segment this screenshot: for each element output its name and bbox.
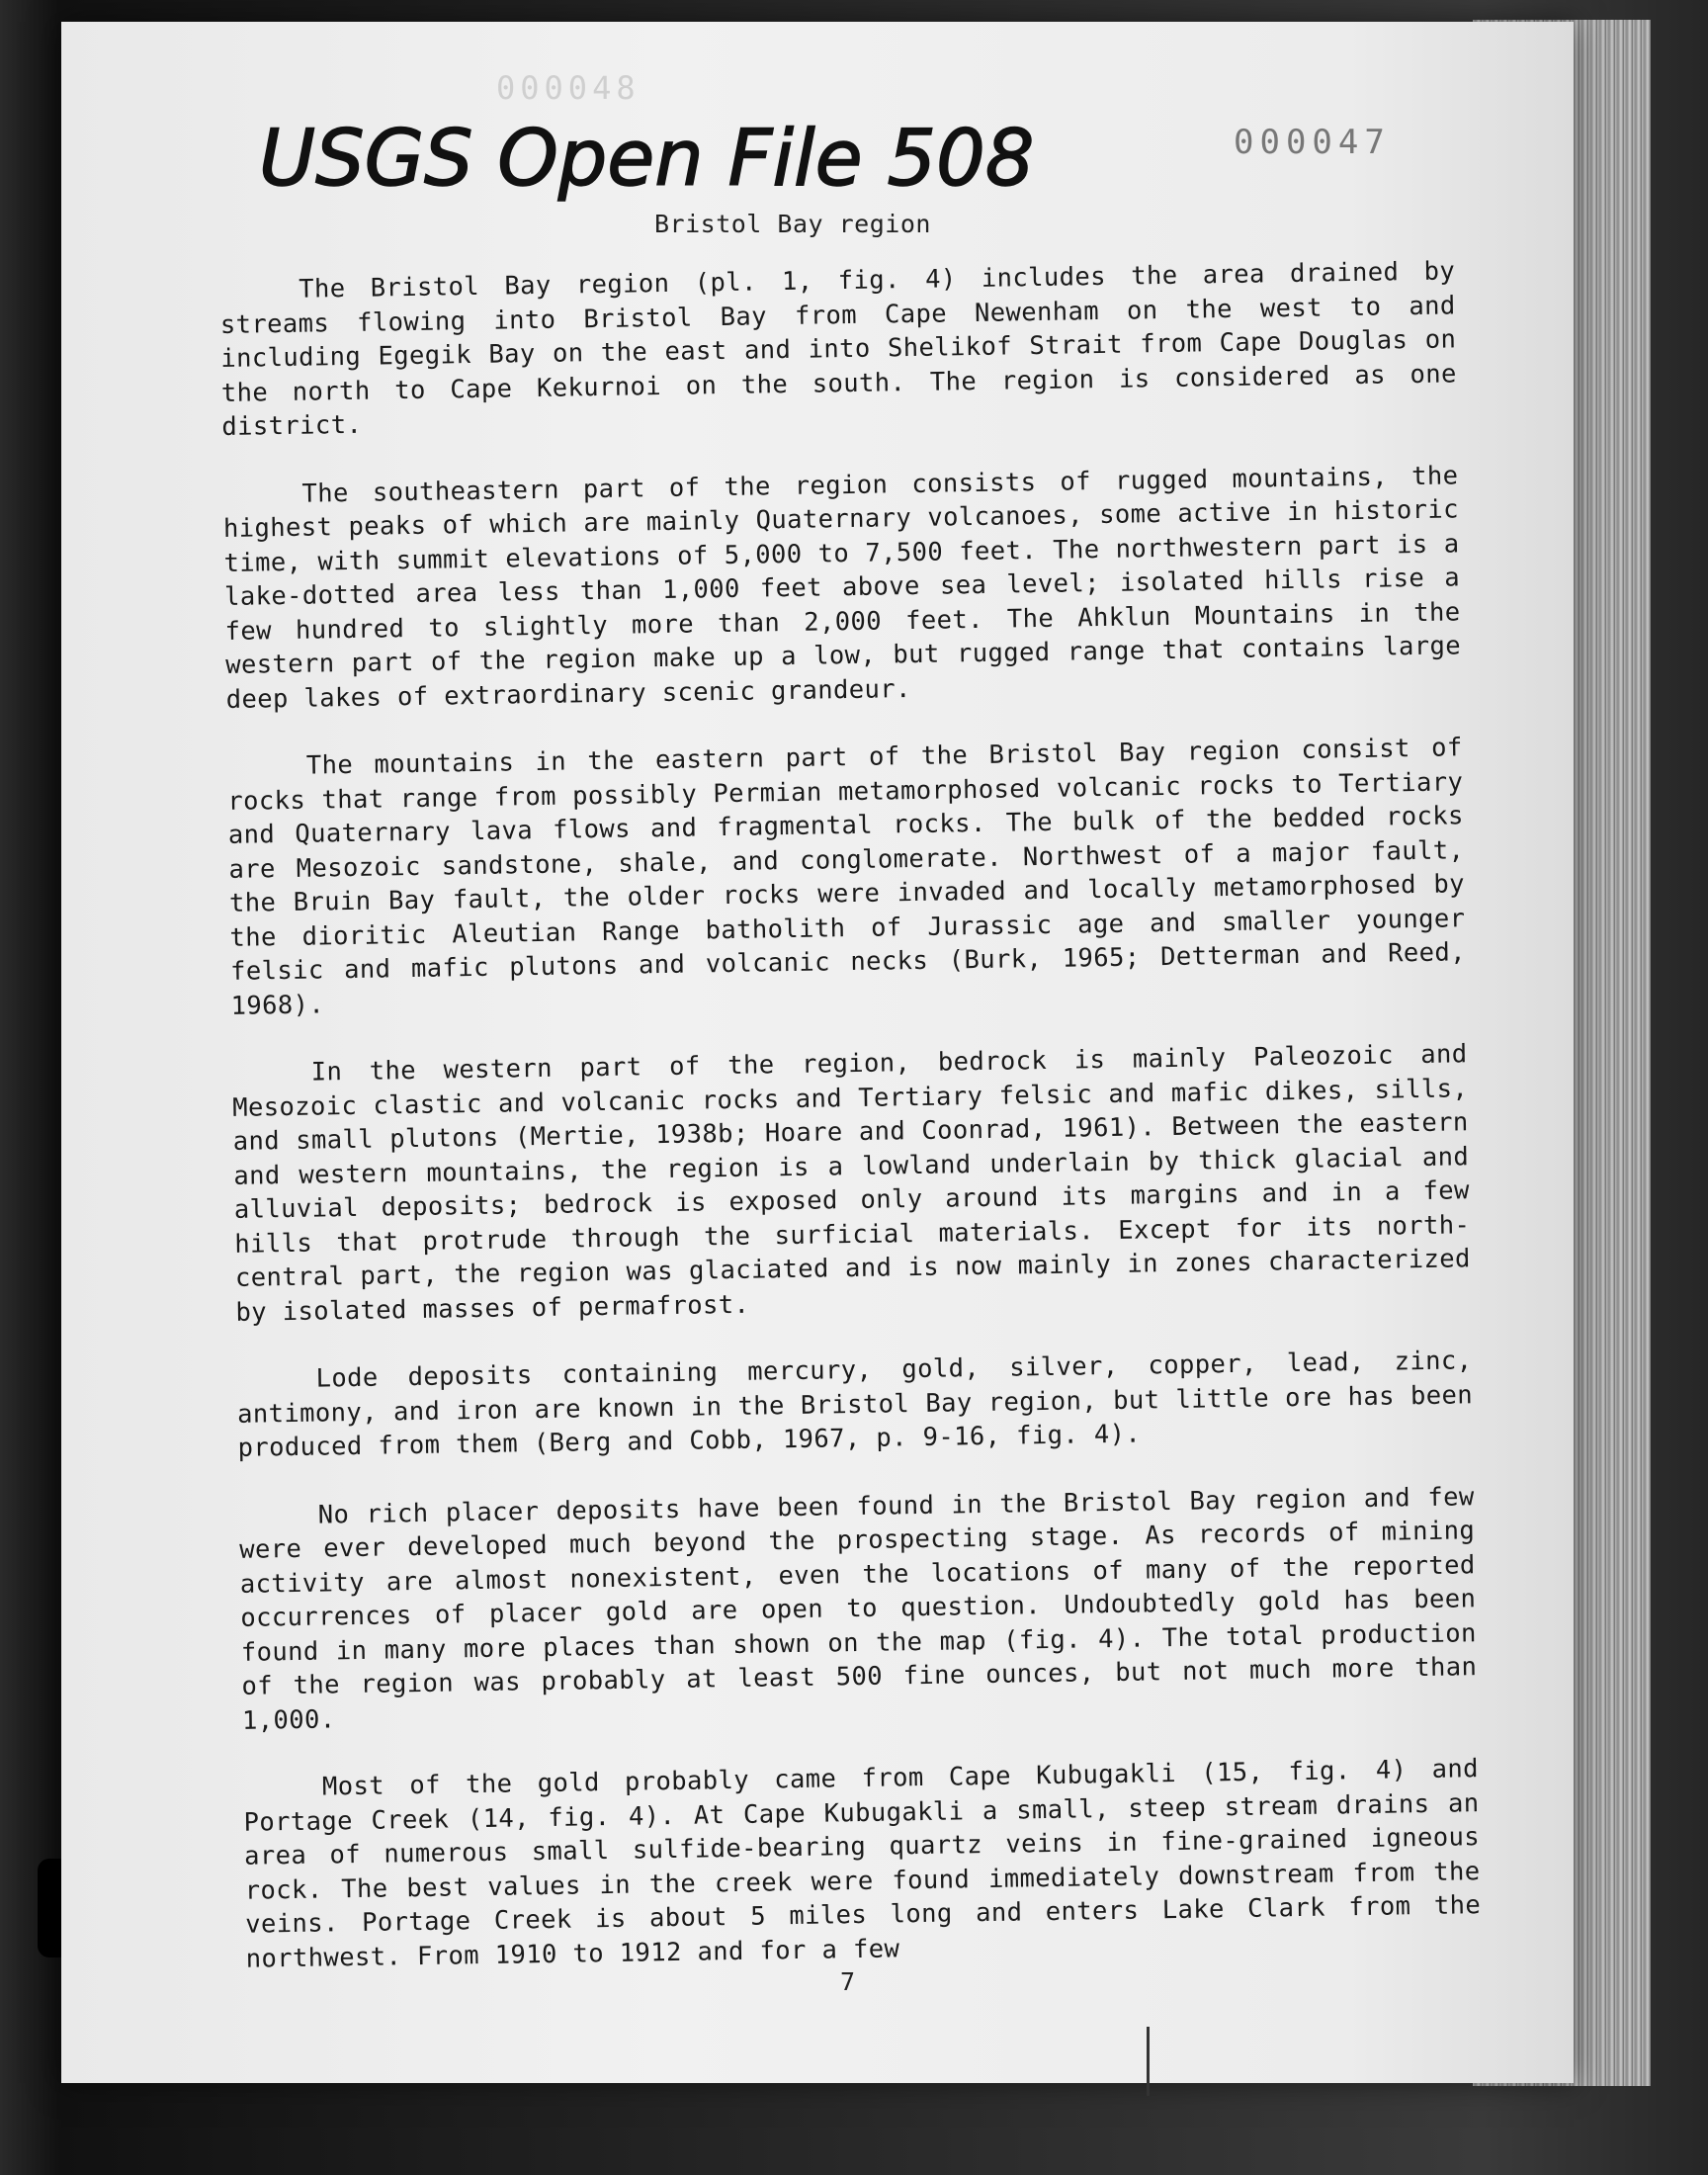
tear-mark bbox=[1147, 2027, 1150, 2096]
handwritten-title-text: USGS Open File 508 bbox=[259, 115, 1035, 204]
paragraph: No rich placer deposits have been found in the Bristol Bay region and few were ever developed much beyond the prospecting stage. As records of mining activity are almost nonexistent, even the locations of many of the reported occurrences of placer gold are open to question. Undoubtedly gold has been found in many more places than shown on the map (fig. 4). The total production of the region was probably at least 500 fine ounces, but not much more than 1,000. bbox=[239, 1481, 1478, 1736]
paragraph: The southeastern part of the region consists of rugged mountains, the highest peaks of which are mainly Quaternary volcanoes, some active in historic time, with summit elevations of 5,000 to 7,500 feet. The northwestern part is a lake-dotted area less than 1,000 feet above sea level; isolated hills rise a few hundred to slightly more than 2,000 feet. The Ahklun Mountains in the western part of the region make up a low, but rugged range that contains large deep lakes of extraordinary scenic grandeur. bbox=[222, 460, 1462, 715]
faint-stamp-number: 000048 bbox=[496, 69, 640, 107]
body-text bbox=[219, 254, 1482, 2009]
document-page bbox=[61, 22, 1574, 2083]
paragraph: In the western part of the region, bedrock is mainly Paleozoic and Mesozoic clastic and volcanic rocks and Tertiary felsic and mafic dikes, sills, and small plutons (Mertie, 1938b; Hoare and Coonrad, 1961). Between the eastern and western mountains, the region is a lowland underlain by thick glacial and alluvial deposits; bedrock is exposed only around its margins and in a few hills that protrude through the surficial materials. Except for its north-central part, the region was glaciated and is now mainly in zones characterized by isolated masses of permafrost. bbox=[232, 1039, 1472, 1328]
paragraph: The mountains in the eastern part of the Bristol Bay region consist of rocks that range from possibly Permian metamorphosed volcanic rocks to Tertiary and Quaternary lava flows and fragmental rocks. The bulk of the bedded rocks are Mesozoic sandstone, shale, and conglomerate. Northwest of a major fault, the Bruin Bay fault, the older rocks were invaded and locally metamorphosed by the dioritic Aleutian Range batholith of Jurassic age and smaller younger felsic and mafic plutons and volcanic necks (Burk, 1965; Detterman and Reed, 1968). bbox=[227, 733, 1467, 1021]
paragraph: Most of the gold probably came from Cape Kubugakli (15, fig. 4) and Portage Creek (14, fig. 4). At Cape Kubugakli a small, steep stream drains an area of numerous small sulfide-bearing quartz veins in fine-grained igneous rock. The best values in the creek were found immediately downstream from the veins. Portage Creek is about 5 miles long and enters Lake Clark from the northwest. From 1910 to 1912 and for a few bbox=[243, 1754, 1482, 1974]
handwritten-title-graphic bbox=[259, 106, 1228, 215]
page-number: 7 bbox=[840, 1967, 856, 1996]
handwritten-title bbox=[259, 106, 1228, 215]
stamp-number: 000047 bbox=[1234, 123, 1391, 162]
page-title: Bristol Bay region bbox=[654, 210, 931, 238]
paragraph: Lode deposits containing mercury, gold, silver, copper, lead, zinc, antimony, and iron are known in the Bristol Bay region, but little ore has been produced from them (Berg and Cobb, 1967, p. 9-16, fig. 4). bbox=[236, 1346, 1474, 1463]
paragraph: The Bristol Bay region (pl. 1, fig. 4) includes the area drained by streams flowing into Bristol Bay from Cape Newenham on the west to and including Egegik Bay on the east and into Shelikof Strait from Cape Douglas on the north to Cape Kekurnoi on the south. The region is considered as one district. bbox=[219, 256, 1457, 442]
